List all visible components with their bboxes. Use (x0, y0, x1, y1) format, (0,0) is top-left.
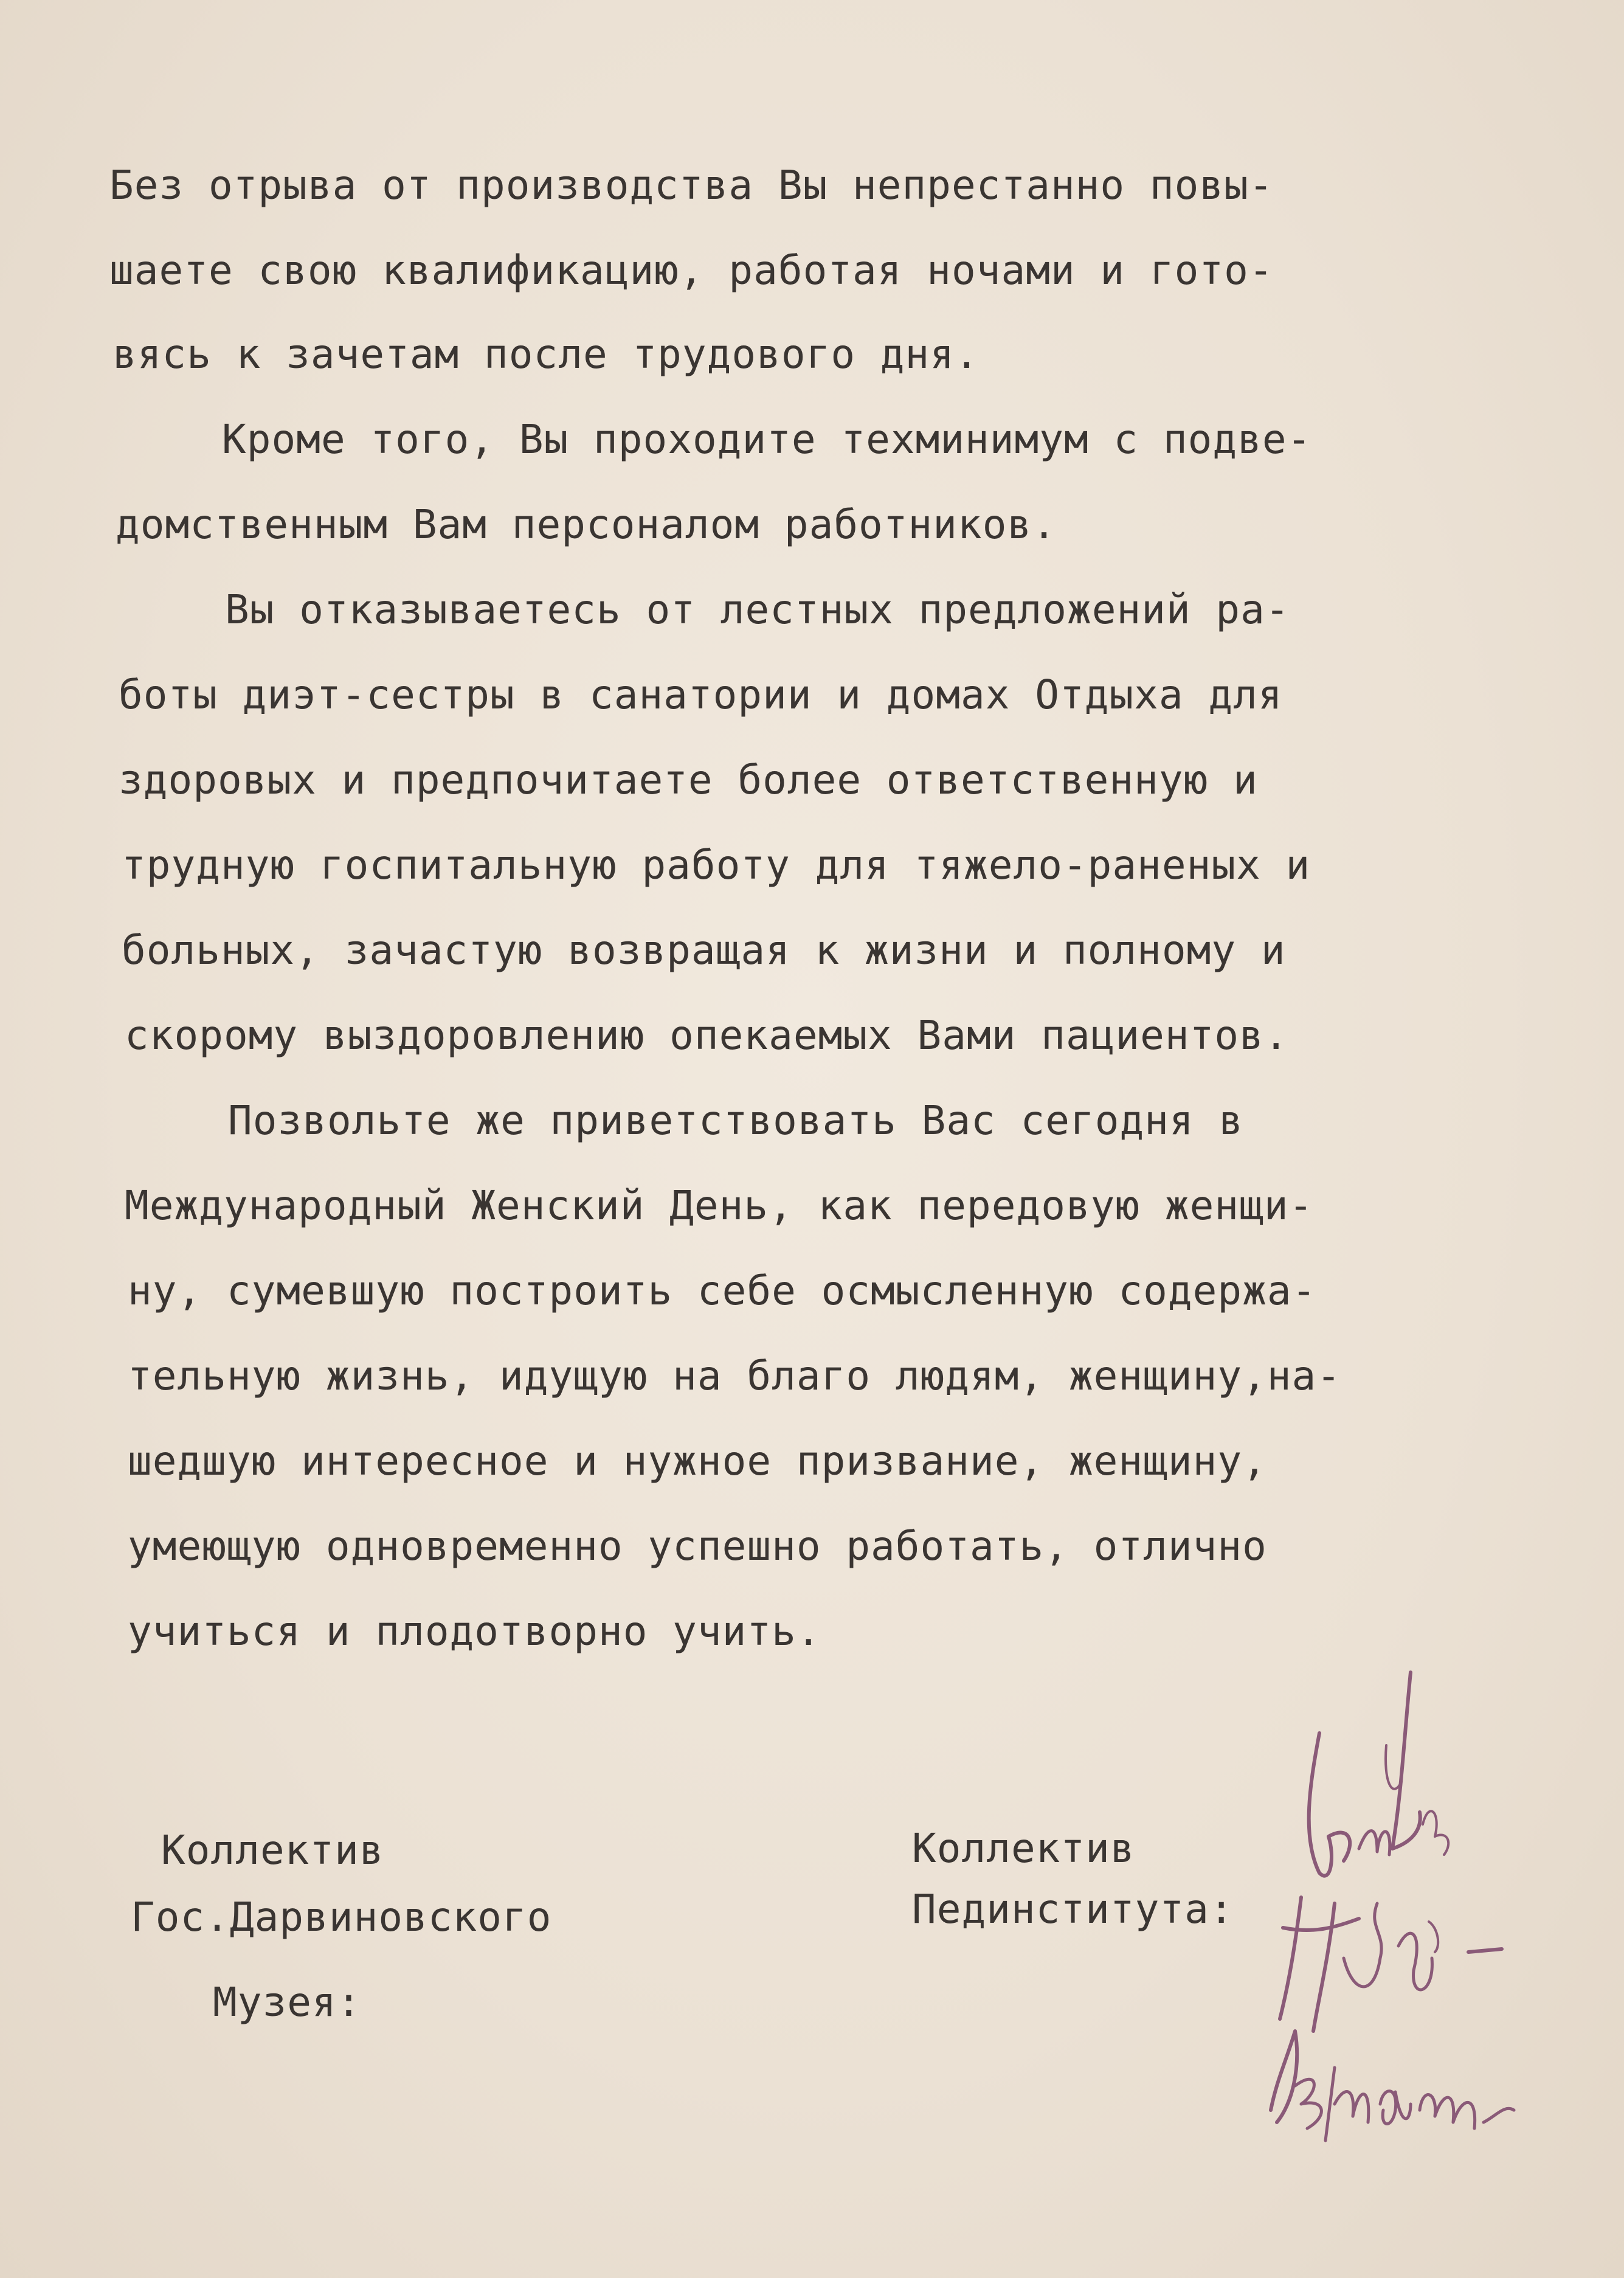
letter-line: Позвольте же приветствовать Вас сегодня в (228, 1097, 1244, 1144)
signoff-left-line: Гос.Дарвиновского (131, 1894, 552, 1940)
handwritten-signatures (1228, 1642, 1605, 2165)
signoff-left-line: Музея: (213, 1979, 362, 2026)
letter-line: Международный Женский День, как передовую женщи- (125, 1182, 1314, 1229)
signoff-left-line: Коллектив (161, 1827, 384, 1874)
letter-line: скорому выздоровлению опекаемых Вами пациентов. (125, 1012, 1289, 1059)
letter-line: тельную жизнь, идущую на благо людям, женщину,на- (128, 1352, 1342, 1399)
signature-scrawl-icon (1228, 1642, 1605, 2165)
letter-line: шедшую интересное и нужное призвание, женщину, (128, 1438, 1267, 1484)
letter-line: больных, зачастую возвращая к жизни и полному и (122, 927, 1286, 974)
letter-line: шаете свою квалификацию, работая ночами и гото- (109, 247, 1274, 294)
letter-line: здоровых и предпочитаете более ответственную и (119, 756, 1258, 803)
signoff-right-line: Коллектив (912, 1825, 1135, 1872)
letter-line: вясь к зачетам после трудового дня. (112, 331, 980, 378)
letter-line: Кроме того, Вы проходите техминимум с подве- (222, 416, 1312, 463)
letter-line: боты диэт-сестры в санатории и домах Отдыха для (119, 671, 1283, 718)
signoff-right-line: Пединститута: (912, 1886, 1234, 1933)
letter-line: домственным Вам персоналом работников. (116, 501, 1057, 548)
letter-line: трудную госпитальную работу для тяжело-раненых и (122, 842, 1311, 888)
letter-line: ну, сумевшую построить себе осмысленную содержа- (128, 1267, 1317, 1314)
letter-line: учиться и плодотворно учить. (128, 1608, 821, 1655)
letter-line: умеющую одновременно успешно работать, отлично (128, 1523, 1267, 1570)
letter-line: Без отрыва от производства Вы непрестанно повы- (109, 162, 1274, 209)
letter-line: Вы отказываетесь от лестных предложений ра- (225, 586, 1290, 633)
